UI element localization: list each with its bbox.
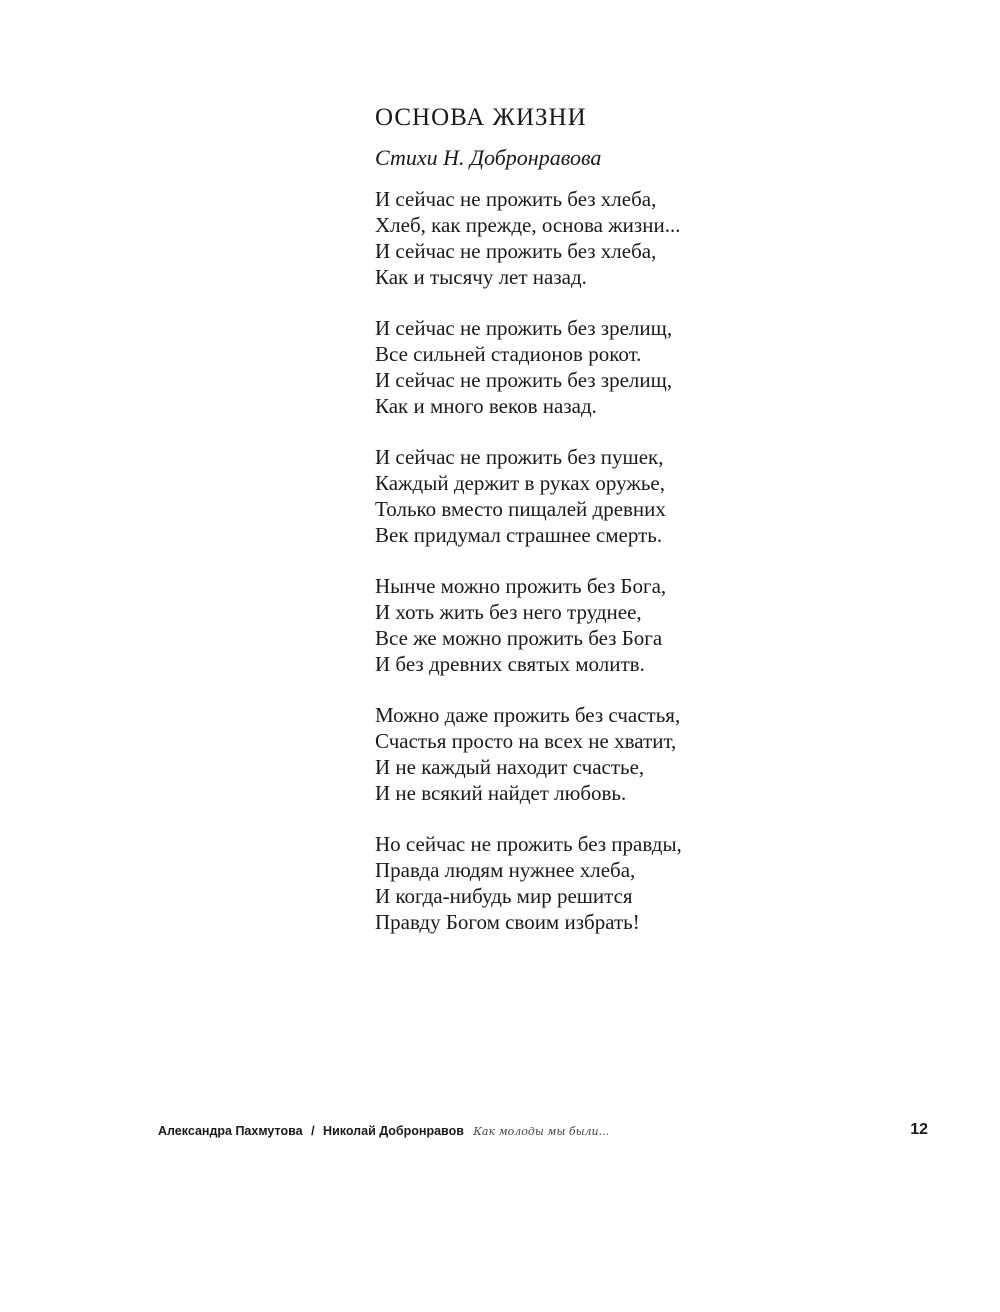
poem-line: Хлеб, как прежде, основа жизни... (375, 213, 681, 237)
poem-line: Но сейчас не прожить без правды, (375, 832, 682, 856)
poem-line: И хоть жить без него труднее, (375, 600, 642, 624)
poem-line: Все же можно прожить без Бога (375, 626, 663, 650)
stanza (375, 444, 895, 548)
stanza (375, 186, 895, 290)
footer-author-composer: Александра Пахмутова (158, 1124, 303, 1138)
poem-line: И сейчас не прожить без зрелищ, (375, 316, 673, 340)
page-footer (158, 1121, 928, 1144)
poem-line: И когда-нибудь мир решится (375, 884, 633, 908)
poem-line: И сейчас не прожить без хлеба, (375, 239, 657, 263)
poem-line: Как и много веков назад. (375, 394, 597, 418)
poem-line: И без древних святых молитв. (375, 652, 645, 676)
poem-line: Только вместо пищалей древних (375, 497, 666, 521)
page-number: 12 (910, 1121, 928, 1138)
stanza (375, 831, 895, 935)
poem-title: ОСНОВА ЖИЗНИ (375, 104, 587, 131)
stanza (375, 573, 895, 677)
stanza (375, 315, 895, 419)
poem-line: И сейчас не прожить без зрелищ, (375, 368, 673, 392)
poem-line: Нынче можно прожить без Бога, (375, 574, 667, 598)
poem-line: Все сильней стадионов рокот. (375, 342, 642, 366)
footer-credits (158, 1124, 609, 1138)
footer-separator: / (311, 1124, 315, 1138)
poem-line: И не каждый находит счастье, (375, 755, 645, 779)
poem-line: Правда людям нужнее хлеба, (375, 858, 636, 882)
footer-book-title: Как молоды мы были... (473, 1125, 610, 1138)
poem-line: Каждый держит в руках оружье, (375, 471, 665, 495)
poem-line: Век придумал страшнее смерть. (375, 523, 663, 547)
poem-line: И сейчас не прожить без хлеба, (375, 187, 657, 211)
poem (375, 100, 895, 960)
footer-author-poet: Николай Добронравов (323, 1124, 464, 1138)
poem-line: Правду Богом своим избрать! (375, 910, 640, 934)
poem-line: И не всякий найдет любовь. (375, 781, 627, 805)
poem-line: Можно даже прожить без счастья, (375, 703, 681, 727)
stanza (375, 702, 895, 806)
poem-line: Счастья просто на всех не хватит, (375, 729, 677, 753)
poem-line: И сейчас не прожить без пушек, (375, 445, 664, 469)
poem-line: Как и тысячу лет назад. (375, 265, 587, 289)
poem-subtitle: Стихи Н. Добронравова (375, 145, 602, 170)
